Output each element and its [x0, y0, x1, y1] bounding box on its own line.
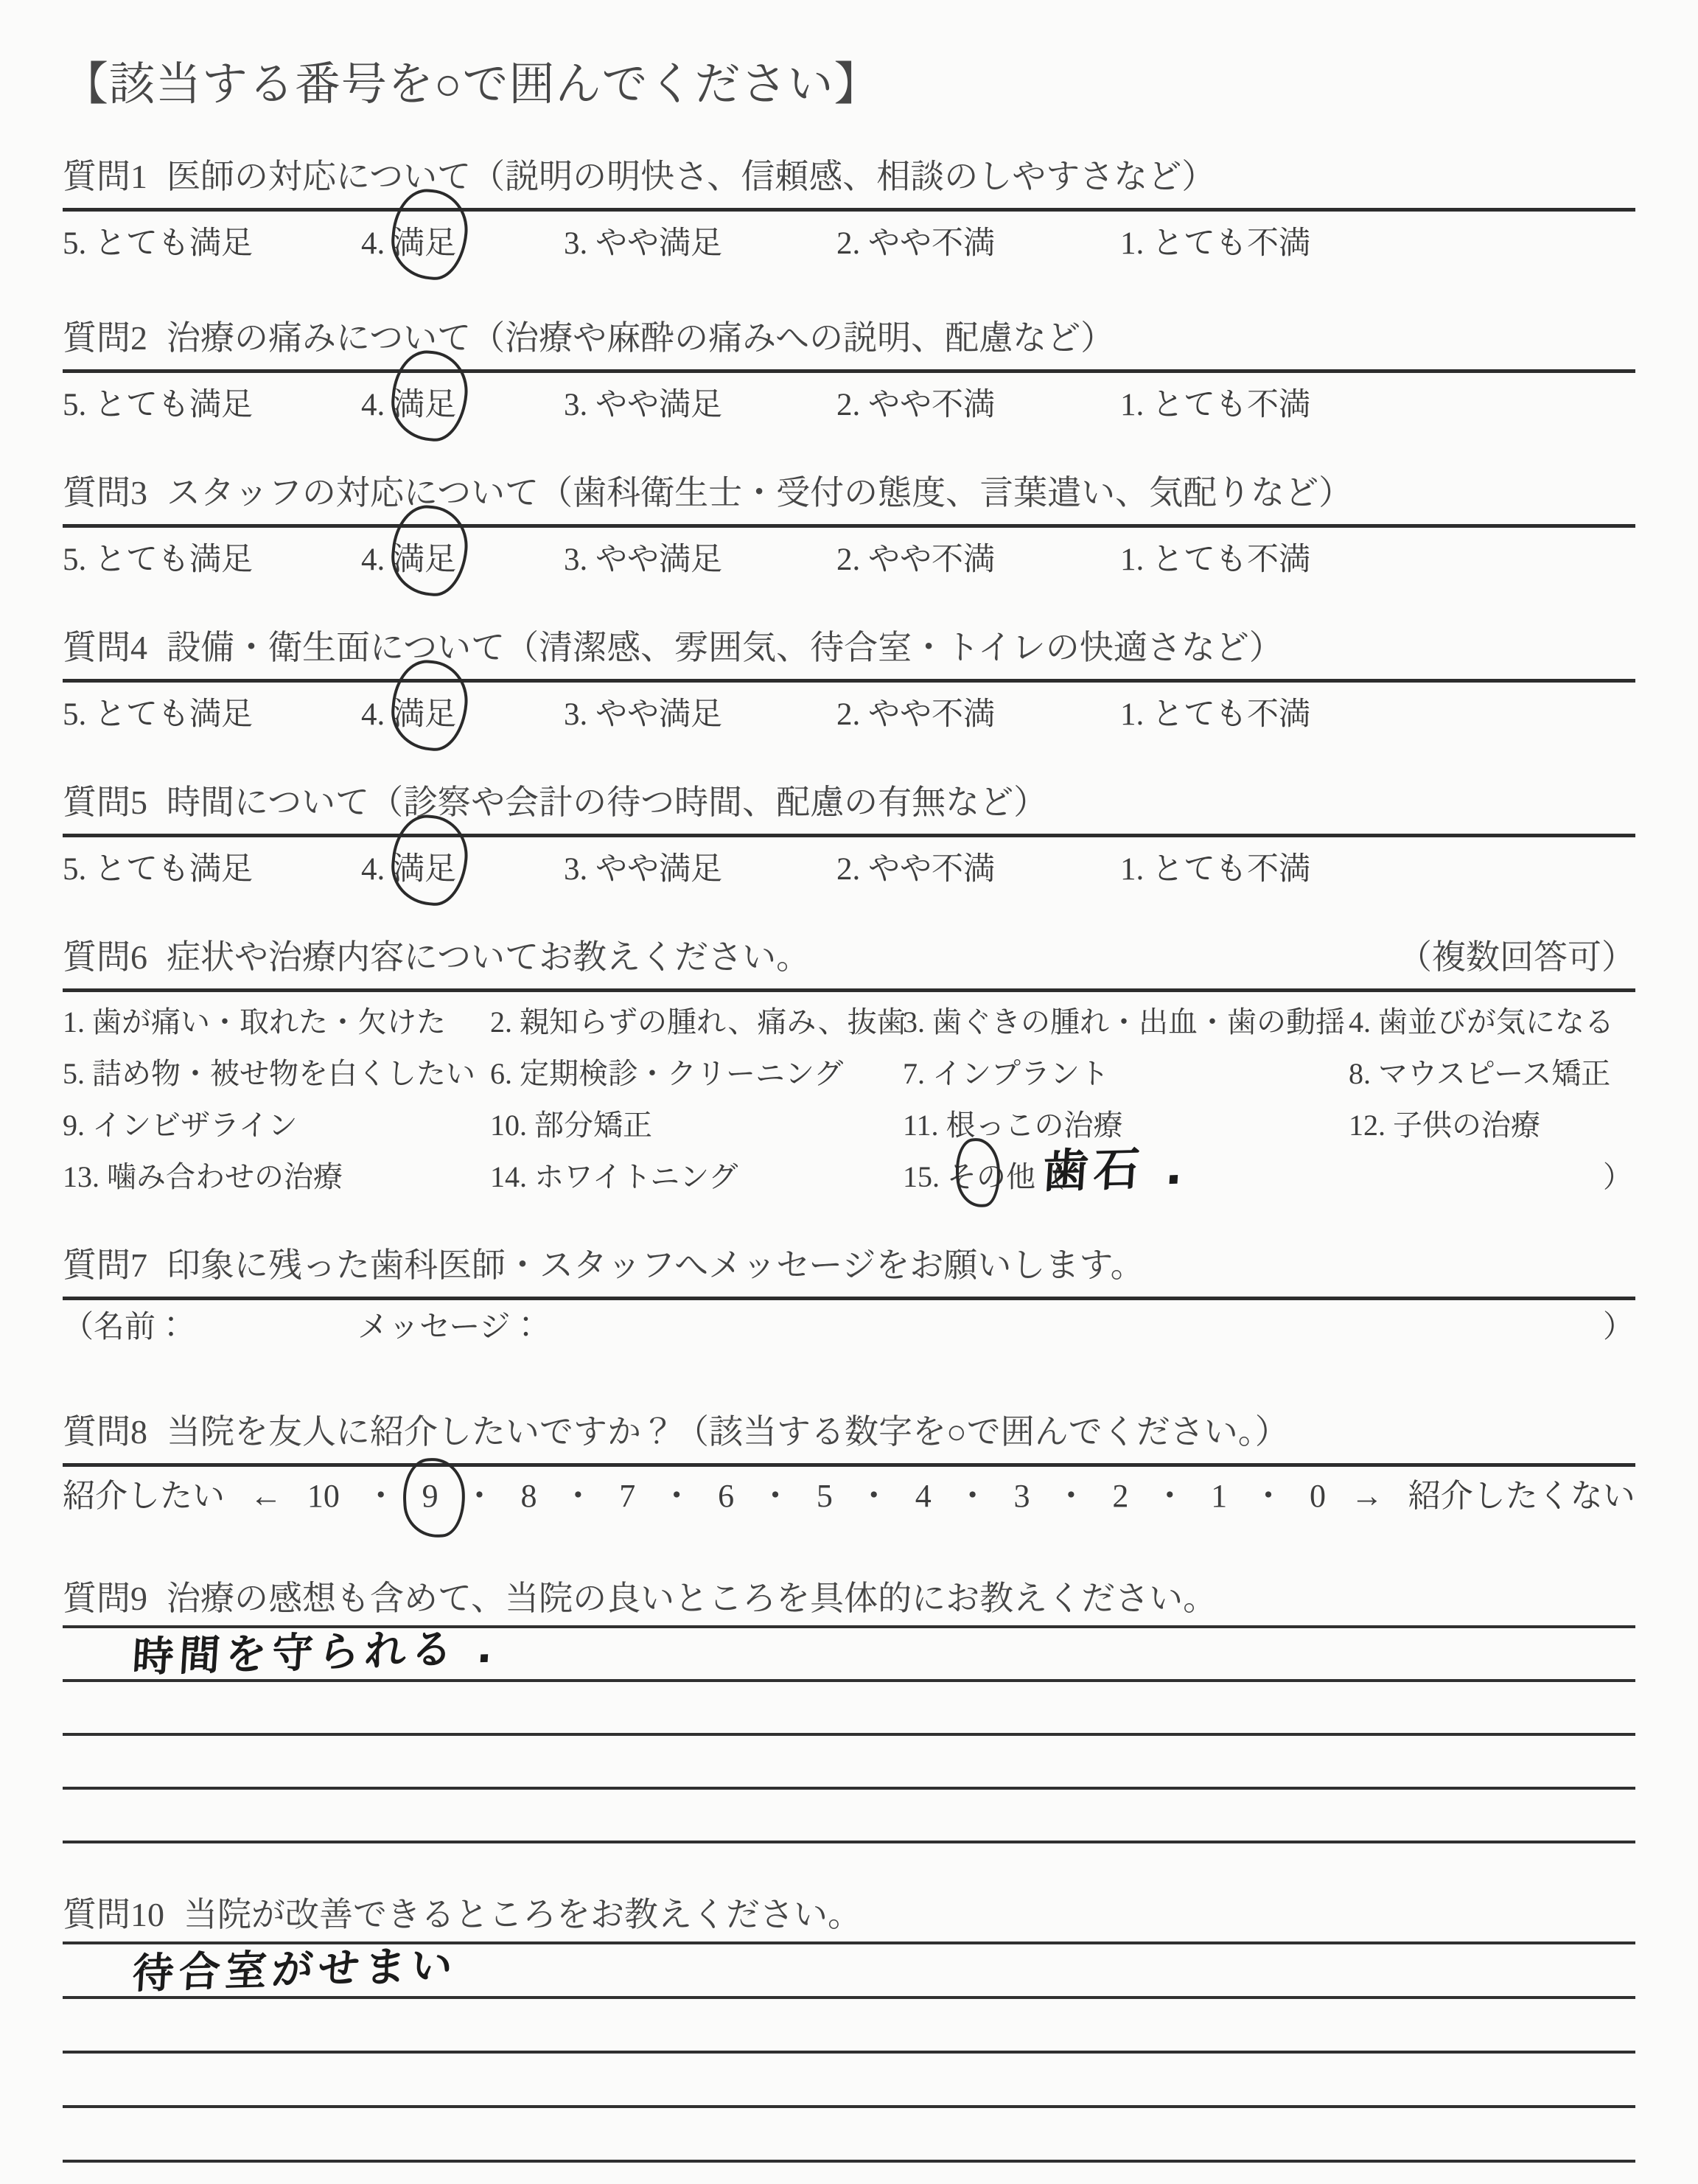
- nps-number-6: 6: [718, 1478, 735, 1514]
- dot-separator: ・: [562, 1478, 595, 1514]
- rating-option-4-circled: [361, 849, 456, 890]
- question-7-title: 印象に残った歯科医師・スタッフへメッセージをお願いします。: [167, 1246, 1145, 1284]
- rating-option-5: 5. とても満足: [63, 542, 253, 577]
- dot-separator: ・: [660, 1478, 693, 1514]
- question-7-heading: [63, 1244, 1635, 1286]
- question-4-heading: [63, 627, 1635, 669]
- rating-option-1: 1. とても不満: [1120, 388, 1310, 422]
- answer-line: [63, 1624, 1635, 1682]
- closing-paren: ）: [1602, 1311, 1634, 1344]
- question-10-title: 当院が改善できるところをお教えください。: [184, 1896, 862, 1933]
- symptom-item-1: 1. 歯が痛い・取れた・欠けた: [63, 1005, 446, 1039]
- answer-line: [63, 1999, 1635, 2054]
- question-block-6: [63, 936, 1635, 1207]
- rating-option-2: 2. やや不満: [836, 697, 995, 732]
- dot-separator: ・: [1055, 1478, 1088, 1514]
- closing-paren: ）: [1603, 1160, 1632, 1193]
- dot-separator: ・: [364, 1478, 397, 1514]
- rating-option-4-text: 4. 満足: [361, 697, 456, 732]
- rating-option-3: 3. やや満足: [564, 542, 722, 577]
- question-9-label: 質問9: [63, 1580, 147, 1617]
- dot-separator: ・: [956, 1478, 989, 1514]
- rating-option-4-circled: [361, 694, 456, 736]
- question-block-4: [63, 627, 1635, 736]
- rating-option-2: 2. やや不満: [836, 226, 995, 261]
- answer-line: [63, 2108, 1635, 2163]
- symptom-item-3: 3. 歯ぐきの腫れ・出血・歯の動揺: [903, 1005, 1345, 1039]
- nps-number-8: 8: [520, 1478, 537, 1514]
- symptom-item-7: 7. インプラント: [903, 1057, 1109, 1090]
- rating-option-5: 5. とても満足: [63, 852, 253, 887]
- question-2-label: 質問2: [63, 319, 147, 357]
- symptom-item-4: 4. 歯並びが気になる: [1349, 1005, 1614, 1039]
- heading-underline: [63, 524, 1635, 528]
- symptom-item-11: 11. 根っこの治療: [903, 1109, 1123, 1142]
- question-6-heading: [63, 936, 1635, 978]
- nps-number-0: 0: [1309, 1478, 1326, 1514]
- answer-line: [63, 1736, 1635, 1790]
- rating-option-4-circled: [361, 385, 456, 426]
- question-8-label: 質問8: [63, 1413, 147, 1451]
- nps-number-9-text: 9: [422, 1478, 439, 1514]
- nps-number-10: 10: [307, 1478, 340, 1514]
- symptom-item-5: 5. 詰め物・被せ物を白くしたい: [63, 1057, 475, 1090]
- heading-underline: [63, 679, 1635, 683]
- nps-number-4: 4: [915, 1478, 932, 1514]
- left-arrow-icon: ←: [249, 1478, 282, 1514]
- question-block-7: [63, 1244, 1635, 1346]
- question-block-10: [63, 1894, 1635, 2163]
- rating-option-4-circled: [361, 540, 456, 581]
- question-block-3: [63, 472, 1635, 581]
- symptom-item-15-other: 15. その他（: [903, 1160, 1065, 1193]
- dot-separator: ・: [463, 1478, 496, 1514]
- symptom-row-4: [63, 1140, 1635, 1207]
- question-block-8: [63, 1411, 1635, 1517]
- rating-option-4-text: 4. 満足: [361, 852, 456, 887]
- answer-line: [63, 1790, 1635, 1843]
- symptom-item-6: 6. 定期検診・クリーニング: [490, 1057, 844, 1090]
- rating-option-4-text: 4. 満足: [361, 542, 456, 577]
- dot-separator: ・: [857, 1478, 890, 1514]
- nps-number-2: 2: [1112, 1478, 1129, 1514]
- symptom-item-13: 13. 噛み合わせの治療: [63, 1160, 343, 1193]
- symptom-item-10: 10. 部分矯正: [490, 1109, 652, 1142]
- rating-option-5: 5. とても満足: [63, 388, 253, 422]
- question-10-heading: [63, 1894, 1635, 1936]
- symptom-row-3: [63, 1104, 1635, 1156]
- question-7-label: 質問7: [63, 1246, 147, 1284]
- rating-options-row: [63, 223, 1635, 265]
- question-block-2: [63, 317, 1635, 426]
- right-arrow-icon: →: [1350, 1478, 1383, 1514]
- question-3-heading: [63, 472, 1635, 514]
- dot-separator: ・: [1153, 1478, 1187, 1514]
- handwritten-other-answer: 歯石 .: [1041, 1140, 1190, 1199]
- heading-underline: [63, 988, 1635, 992]
- rating-option-4-circled: [361, 223, 456, 265]
- question-4-label: 質問4: [63, 629, 147, 666]
- rating-option-3: 3. やや満足: [564, 697, 722, 732]
- question-6-title: 症状や治療内容についてお教えください。: [167, 938, 811, 976]
- question-block-5: [63, 781, 1635, 890]
- rating-options-row: [63, 694, 1635, 736]
- question-1-heading: [63, 156, 1635, 198]
- rating-option-1: 1. とても不満: [1120, 226, 1310, 261]
- question-10-label: 質問10: [63, 1896, 164, 1933]
- name-field-label: （名前：: [63, 1311, 187, 1344]
- rating-option-5: 5. とても満足: [63, 697, 253, 732]
- symptom-item-2: 2. 親知らずの腫れ、痛み、抜歯: [490, 1005, 906, 1039]
- nps-number-9-circled: [422, 1476, 439, 1517]
- handwritten-answer-q10: 待合室がせまい: [130, 1941, 459, 1998]
- rating-option-5: 5. とても満足: [63, 226, 253, 261]
- rating-option-2: 2. やや不満: [836, 542, 995, 577]
- symptom-row-1: [63, 1001, 1635, 1053]
- message-field-label: メッセージ：: [357, 1311, 542, 1344]
- question-1-label: 質問1: [63, 158, 147, 195]
- rating-option-1: 1. とても不満: [1120, 542, 1310, 577]
- symptom-row-2: [63, 1053, 1635, 1104]
- heading-underline: [63, 369, 1635, 373]
- question-5-heading: [63, 781, 1635, 823]
- question-1-title: 医師の対応について（説明の明快さ、信頼感、相談のしやすさなど）: [167, 158, 1216, 195]
- nps-number-7: 7: [619, 1478, 636, 1514]
- nps-number-5: 5: [816, 1478, 833, 1514]
- answer-line: [63, 1682, 1635, 1736]
- symptom-options-grid: [63, 1001, 1635, 1207]
- nps-scale-row: [63, 1476, 1635, 1517]
- symptom-item-14: 14. ホワイトニング: [490, 1160, 738, 1193]
- rating-option-2: 2. やや不満: [836, 852, 995, 887]
- rating-option-3: 3. やや満足: [564, 388, 722, 422]
- rating-options-row: [63, 540, 1635, 581]
- rating-option-3: 3. やや満足: [564, 852, 722, 887]
- rating-options-row: [63, 849, 1635, 890]
- question-2-heading: [63, 317, 1635, 359]
- question-block-9: [63, 1577, 1635, 1843]
- answer-line: [63, 2054, 1635, 2108]
- survey-title: 【該当する番号を○で囲んでください】: [63, 60, 881, 110]
- nps-number-3: 3: [1013, 1478, 1030, 1514]
- dot-separator: ・: [1252, 1478, 1285, 1514]
- heading-underline: [63, 208, 1635, 212]
- nps-number-1: 1: [1211, 1478, 1228, 1514]
- question-6-label: 質問6: [63, 938, 147, 976]
- heading-underline: [63, 834, 1635, 837]
- heading-underline: [63, 1297, 1635, 1300]
- rating-option-4-text: 4. 満足: [361, 388, 456, 422]
- rating-option-4-text: 4. 満足: [361, 226, 456, 261]
- symptom-item-12: 12. 子供の治療: [1349, 1109, 1540, 1142]
- handwritten-answer-q9: 時間を守られる .: [130, 1624, 500, 1682]
- name-message-row: [63, 1309, 1635, 1346]
- rating-option-1: 1. とても不満: [1120, 852, 1310, 887]
- rating-options-row: [63, 385, 1635, 426]
- question-2-title: 治療の痛みについて（治療や麻酔の痛みへの説明、配慮など）: [167, 319, 1115, 357]
- heading-underline: [63, 1463, 1635, 1467]
- question-5-label: 質問5: [63, 784, 147, 821]
- question-5-title: 時間について（診察や会計の待つ時間、配慮の有無など）: [167, 784, 1048, 821]
- answer-line: [63, 1941, 1635, 1999]
- question-9-title: 治療の感想も含めて、当院の良いところを具体的にお教えください。: [167, 1580, 1217, 1617]
- symptom-item-9: 9. インビザライン: [63, 1109, 298, 1142]
- rating-option-2: 2. やや不満: [836, 388, 995, 422]
- dot-separator: ・: [758, 1478, 792, 1514]
- question-3-label: 質問3: [63, 474, 147, 512]
- question-6-heading-text: [63, 936, 810, 978]
- question-block-1: [63, 156, 1635, 265]
- rating-option-1: 1. とても不満: [1120, 697, 1310, 732]
- question-8-heading: [63, 1411, 1635, 1453]
- question-4-title: 設備・衛生面について（清潔感、雰囲気、待合室・トイレの快適さなど）: [167, 629, 1283, 666]
- symptom-item-8: 8. マウスピース矯正: [1349, 1057, 1611, 1090]
- question-9-heading: [63, 1577, 1635, 1619]
- scale-right-label: 紹介したくない: [1408, 1478, 1635, 1514]
- question-3-title: スタッフの対応について（歯科衛生士・受付の態度、言葉遣い、気配りなど）: [167, 474, 1353, 512]
- rating-option-3: 3. やや満足: [564, 226, 722, 261]
- scale-left-label: 紹介したい: [63, 1478, 225, 1514]
- question-8-title: 当院を友人に紹介したいですか？（該当する数字を○で囲んでください。）: [167, 1413, 1289, 1451]
- multiple-answers-note: （複数回答可）: [1398, 938, 1635, 976]
